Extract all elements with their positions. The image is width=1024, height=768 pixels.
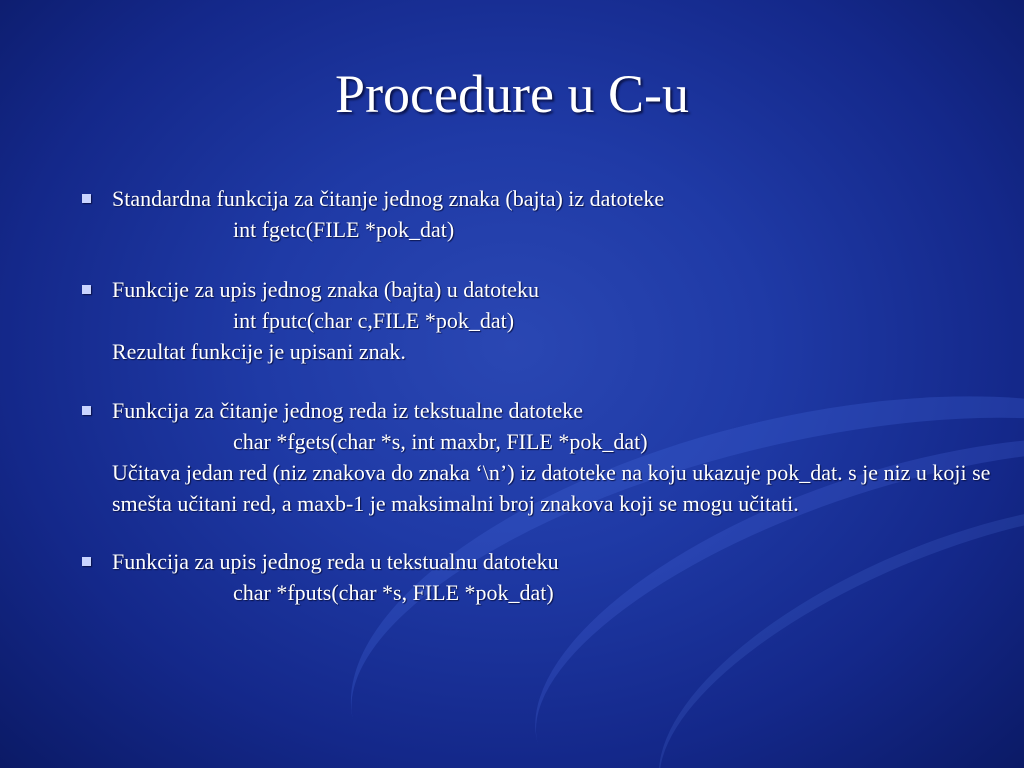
bullet-note: Učitava jedan red (niz znakova do znaka ‘\n’) iz datoteke na koju ukazuje pok_dat. s je niz u koji se smešta učitani red, a maxb-1 je maksimalni broj znakova koji se mogu učitati. [112, 460, 991, 516]
square-bullet-icon [82, 406, 91, 415]
bullet-item-fputc [78, 274, 1008, 367]
bullet-heading: Standardna funkcija za čitanje jednog znaka (bajta) iz datoteke [112, 186, 665, 211]
square-bullet-icon [82, 194, 91, 203]
slide-content [78, 183, 1008, 630]
function-signature: char *fputs(char *s, FILE *pok_dat) [233, 580, 554, 605]
square-bullet-icon [82, 285, 91, 294]
bullet-item-fgetc [78, 183, 1008, 245]
function-signature: int fputc(char c,FILE *pok_dat) [233, 308, 515, 333]
square-bullet-icon [82, 557, 91, 566]
bullet-heading: Funkcije za upis jednog znaka (bajta) u datoteku [112, 277, 540, 302]
slide-title: Procedure u C-u [335, 64, 689, 124]
bullet-note: Rezultat funkcije je upisani znak. [112, 339, 406, 364]
bullet-heading: Funkcija za upis jednog reda u tekstualnu datoteku [112, 549, 559, 574]
bullet-item-fputs [78, 546, 1008, 608]
bullet-item-fgets [78, 395, 1008, 519]
function-signature: int fgetc(FILE *pok_dat) [233, 217, 455, 242]
bullet-heading: Funkcija za čitanje jednog reda iz tekstualne datoteke [112, 398, 583, 423]
function-signature: char *fgets(char *s, int maxbr, FILE *pok_dat) [233, 429, 648, 454]
